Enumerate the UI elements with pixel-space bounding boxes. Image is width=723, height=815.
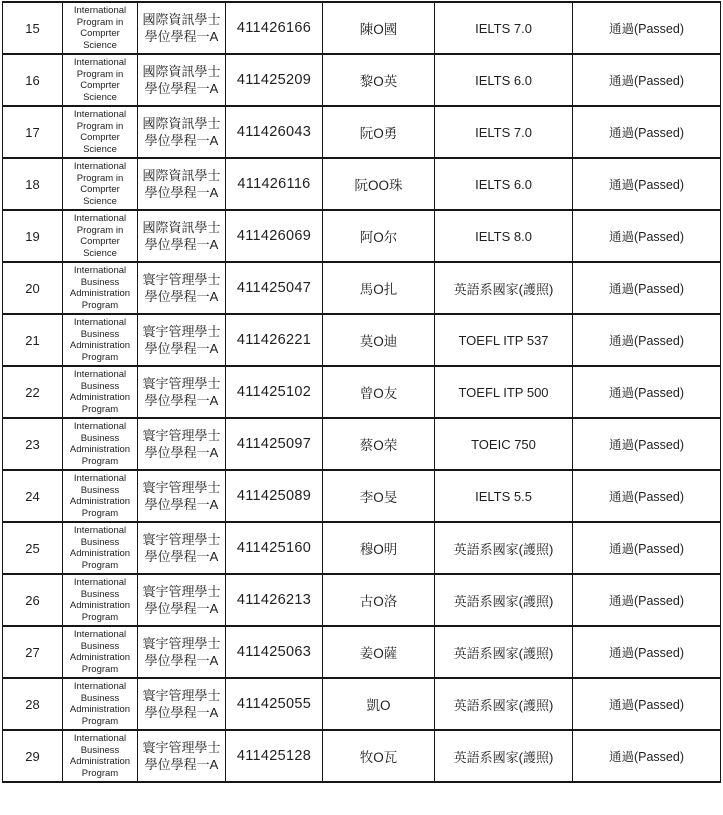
english-test-score: TOEIC 750: [435, 418, 573, 470]
student-name: 阮OO珠: [323, 158, 435, 210]
table-row: [3, 678, 721, 730]
row-number: 21: [3, 314, 63, 366]
student-id: 411426166: [226, 2, 323, 54]
result-status: 通過(Passed): [573, 574, 721, 626]
program-name-chinese: 寰宇管理學士學位學程一A: [138, 626, 226, 678]
program-name-english: International Business Administration Program: [63, 262, 138, 314]
row-number: 26: [3, 574, 63, 626]
program-name-chinese: 國際資訊學士學位學程一A: [138, 54, 226, 106]
result-status: 通過(Passed): [573, 158, 721, 210]
program-name-english: International Program in Comprter Science: [63, 158, 138, 210]
program-name-chinese: 寰宇管理學士學位學程一A: [138, 730, 226, 782]
program-name-english: International Business Administration Program: [63, 314, 138, 366]
student-id: 411426116: [226, 158, 323, 210]
student-id: 411425097: [226, 418, 323, 470]
student-id: 411426043: [226, 106, 323, 158]
table-row: [3, 470, 721, 522]
student-id: 411425055: [226, 678, 323, 730]
program-name-english: International Program in Comprter Science: [63, 106, 138, 158]
result-status: 通過(Passed): [573, 730, 721, 782]
english-test-score: IELTS 8.0: [435, 210, 573, 262]
table-row: [3, 210, 721, 262]
student-name: 姜O薩: [323, 626, 435, 678]
english-test-score: IELTS 5.5: [435, 470, 573, 522]
student-id: 411425063: [226, 626, 323, 678]
student-id: 411425209: [226, 54, 323, 106]
student-name: 蔡O荣: [323, 418, 435, 470]
program-name-english: International Program in Comprter Science: [63, 2, 138, 54]
table-row: [3, 574, 721, 626]
student-id: 411425089: [226, 470, 323, 522]
student-name: 陳O國: [323, 2, 435, 54]
result-status: 通過(Passed): [573, 626, 721, 678]
result-status: 通過(Passed): [573, 678, 721, 730]
table-body: [3, 2, 721, 782]
row-number: 27: [3, 626, 63, 678]
program-name-english: International Business Administration Program: [63, 626, 138, 678]
program-name-english: International Business Administration Program: [63, 366, 138, 418]
table-row: [3, 106, 721, 158]
program-name-english: International Business Administration Program: [63, 574, 138, 626]
english-test-score: IELTS 6.0: [435, 54, 573, 106]
english-test-score: IELTS 6.0: [435, 158, 573, 210]
program-name-english: International Business Administration Program: [63, 418, 138, 470]
row-number: 20: [3, 262, 63, 314]
student-name: 莫O迪: [323, 314, 435, 366]
student-id: 411426069: [226, 210, 323, 262]
student-id: 411425128: [226, 730, 323, 782]
table-row: [3, 730, 721, 782]
table-row: [3, 418, 721, 470]
student-name: 古O洛: [323, 574, 435, 626]
student-name: 李O旻: [323, 470, 435, 522]
result-status: 通過(Passed): [573, 262, 721, 314]
result-status: 通過(Passed): [573, 314, 721, 366]
table-row: [3, 522, 721, 574]
result-status: 通過(Passed): [573, 522, 721, 574]
row-number: 15: [3, 2, 63, 54]
row-number: 24: [3, 470, 63, 522]
result-status: 通過(Passed): [573, 210, 721, 262]
student-id: 411425160: [226, 522, 323, 574]
english-test-score: IELTS 7.0: [435, 2, 573, 54]
table-row: [3, 54, 721, 106]
student-name: 凱O: [323, 678, 435, 730]
program-name-chinese: 國際資訊學士學位學程一A: [138, 106, 226, 158]
result-status: 通過(Passed): [573, 2, 721, 54]
english-test-score: IELTS 7.0: [435, 106, 573, 158]
student-name: 阿O尔: [323, 210, 435, 262]
student-name: 曾O友: [323, 366, 435, 418]
program-name-english: International Business Administration Program: [63, 470, 138, 522]
english-test-score: 英語系國家(護照): [435, 262, 573, 314]
table-row: [3, 314, 721, 366]
result-status: 通過(Passed): [573, 366, 721, 418]
english-test-score: 英語系國家(護照): [435, 730, 573, 782]
result-status: 通過(Passed): [573, 106, 721, 158]
student-name: 阮O勇: [323, 106, 435, 158]
program-name-chinese: 寰宇管理學士學位學程一A: [138, 522, 226, 574]
student-name: 穆O明: [323, 522, 435, 574]
program-name-english: International Program in Comprter Science: [63, 210, 138, 262]
program-name-chinese: 寰宇管理學士學位學程一A: [138, 262, 226, 314]
row-number: 29: [3, 730, 63, 782]
program-name-chinese: 寰宇管理學士學位學程一A: [138, 314, 226, 366]
english-test-results-table: [2, 1, 721, 783]
english-test-score: TOEFL ITP 537: [435, 314, 573, 366]
program-name-chinese: 國際資訊學士學位學程一A: [138, 2, 226, 54]
row-number: 28: [3, 678, 63, 730]
english-test-score: 英語系國家(護照): [435, 574, 573, 626]
program-name-chinese: 寰宇管理學士學位學程一A: [138, 574, 226, 626]
table-row: [3, 626, 721, 678]
table-row: [3, 366, 721, 418]
english-test-score: 英語系國家(護照): [435, 522, 573, 574]
program-name-english: International Business Administration Program: [63, 678, 138, 730]
program-name-chinese: 寰宇管理學士學位學程一A: [138, 470, 226, 522]
table-row: [3, 2, 721, 54]
student-id: 411426221: [226, 314, 323, 366]
program-name-english: International Business Administration Program: [63, 522, 138, 574]
result-status: 通過(Passed): [573, 470, 721, 522]
table-row: [3, 262, 721, 314]
program-name-chinese: 國際資訊學士學位學程一A: [138, 158, 226, 210]
student-name: 牧O瓦: [323, 730, 435, 782]
program-name-chinese: 國際資訊學士學位學程一A: [138, 210, 226, 262]
row-number: 23: [3, 418, 63, 470]
row-number: 22: [3, 366, 63, 418]
row-number: 16: [3, 54, 63, 106]
english-test-score: 英語系國家(護照): [435, 626, 573, 678]
student-id: 411425102: [226, 366, 323, 418]
program-name-english: International Program in Comprter Science: [63, 54, 138, 106]
student-id: 411426213: [226, 574, 323, 626]
result-status: 通過(Passed): [573, 418, 721, 470]
row-number: 19: [3, 210, 63, 262]
program-name-chinese: 寰宇管理學士學位學程一A: [138, 366, 226, 418]
english-test-score: TOEFL ITP 500: [435, 366, 573, 418]
row-number: 18: [3, 158, 63, 210]
table-row: [3, 158, 721, 210]
student-id: 411425047: [226, 262, 323, 314]
program-name-english: International Business Administration Program: [63, 730, 138, 782]
result-status: 通過(Passed): [573, 54, 721, 106]
student-name: 馬O扎: [323, 262, 435, 314]
row-number: 17: [3, 106, 63, 158]
program-name-chinese: 寰宇管理學士學位學程一A: [138, 418, 226, 470]
program-name-chinese: 寰宇管理學士學位學程一A: [138, 678, 226, 730]
english-test-score: 英語系國家(護照): [435, 678, 573, 730]
student-name: 黎O英: [323, 54, 435, 106]
row-number: 25: [3, 522, 63, 574]
